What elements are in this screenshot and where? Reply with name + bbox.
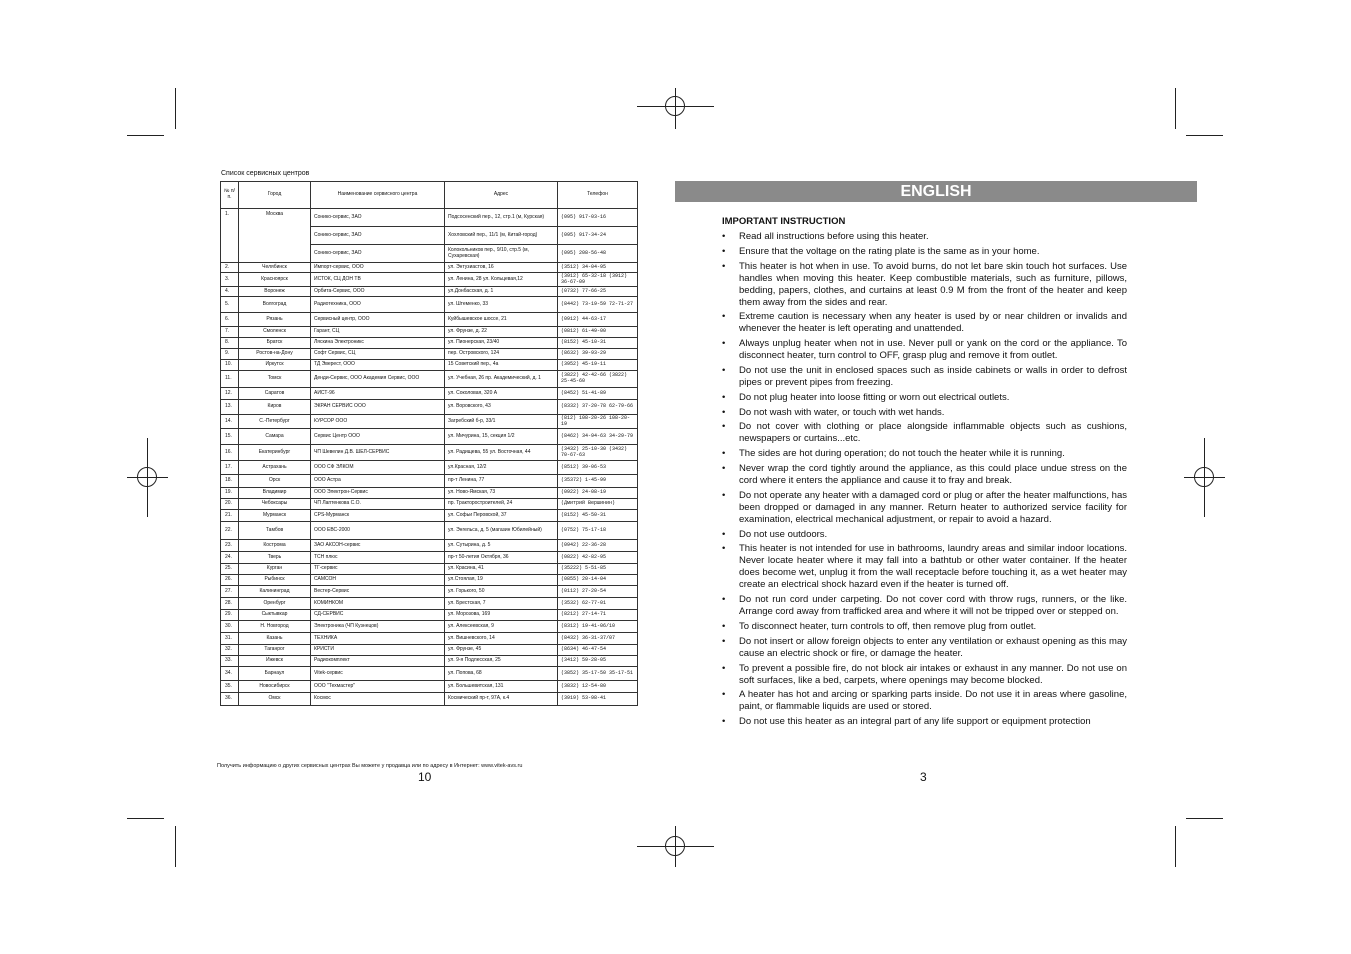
bullet-icon: • <box>722 662 726 674</box>
cell-city: Екатеринбург <box>239 445 311 461</box>
page-number-right: 3 <box>920 770 927 784</box>
cell-city: Таганрог <box>239 645 311 656</box>
cell-num: 36. <box>221 693 239 706</box>
cell-tel: (3919) 53-98-41 <box>558 693 638 706</box>
cell-tel: (8212) 27-14-71 <box>558 610 638 621</box>
bullet-icon: • <box>722 620 726 632</box>
cell-addr: пр-т Ленина, 77 <box>445 475 558 488</box>
table-row <box>221 586 638 598</box>
cell-name: Вестер-Сервис <box>311 586 445 598</box>
cell-num: 1. <box>221 209 239 263</box>
cell-city: Челябинск <box>239 263 311 273</box>
cell-addr: ул. Энтузиастов, 16 <box>445 263 558 273</box>
instruction-item <box>722 311 1127 335</box>
bullet-icon: • <box>722 260 726 272</box>
table-row <box>221 313 638 327</box>
cell-name: CPS-Мурманск <box>311 510 445 522</box>
cell-name: Радиокомплект <box>311 656 445 667</box>
table-row <box>221 610 638 621</box>
table-row <box>221 327 638 338</box>
cell-name: ЧП Лаптенкова С.О. <box>311 499 445 510</box>
cell-addr: ул. Красина, 41 <box>445 564 558 575</box>
cell-name: КОМИНКОМ <box>311 598 445 610</box>
cell-tel: (8442) 73-19-59 72-71-27 <box>558 297 638 313</box>
cell-num: 5. <box>221 297 239 313</box>
table-row <box>221 209 638 227</box>
cell-name: ООО ЕВС-2000 <box>311 522 445 540</box>
cell-addr: пр. Тракторостроителей, 24 <box>445 499 558 510</box>
cell-tel: (8462) 34-94-63 34-29-79 <box>558 429 638 445</box>
table-row <box>221 338 638 349</box>
cell-tel: (3952) 45-19-11 <box>558 360 638 371</box>
bullet-icon: • <box>722 311 726 323</box>
cell-tel: (0922) 24-08-19 <box>558 488 638 499</box>
cell-city: Калининград <box>239 586 311 598</box>
instruction-item <box>722 689 1127 713</box>
instruction-item <box>722 407 1127 419</box>
cell-addr: ул.Стоялая, 19 <box>445 575 558 586</box>
cell-tel: (3512) 34-04-95 <box>558 263 638 273</box>
bullet-icon: • <box>722 231 726 242</box>
table-body <box>221 209 638 706</box>
bullet-icon: • <box>722 448 726 460</box>
cell-num: 33. <box>221 656 239 667</box>
cell-addr: ул. Вишневского, 14 <box>445 633 558 645</box>
cell-num: 27. <box>221 586 239 598</box>
instruction-item <box>722 338 1127 362</box>
cell-name: Сонико-сервис, ЗАО <box>311 209 445 227</box>
table-row <box>221 445 638 461</box>
cell-name: Сервис Центр ООО <box>311 429 445 445</box>
instruction-text: Do not wash with water, or touch with wet hands. <box>739 406 945 418</box>
cell-city: Иркутск <box>239 360 311 371</box>
cell-name: Ляскина Электроникс <box>311 338 445 349</box>
cell-tel: (8432) 36-31-37/07 <box>558 633 638 645</box>
instruction-text: The sides are hot during operation; do not touch the heater while it is running. <box>739 448 1065 460</box>
cell-num: 30. <box>221 621 239 633</box>
table-row <box>221 681 638 693</box>
cell-addr: ул. Фрунзе, 45 <box>445 645 558 656</box>
bullet-icon: • <box>722 406 726 418</box>
cell-city: Орск <box>239 475 311 488</box>
cell-name: ООО Электрон-Сервис <box>311 488 445 499</box>
table-row <box>221 287 638 297</box>
cell-tel: (8634) 46-47-54 <box>558 645 638 656</box>
cell-name: ООО "Техмастер" <box>311 681 445 693</box>
cell-num: 29. <box>221 610 239 621</box>
instruction-text: To prevent a possible fire, do not block air intakes or exhaust in any manner. Do not use on soft surfaces, like a bed, carpets, where openings may become blocked. <box>739 662 1127 686</box>
cell-tel: (095) 917-03-16 <box>558 209 638 227</box>
bullet-icon: • <box>722 462 726 474</box>
table-header-row <box>221 182 638 209</box>
service-centers-table <box>220 181 638 706</box>
cell-addr: ул. Штеменко, 33 <box>445 297 558 313</box>
cell-city: Киров <box>239 400 311 415</box>
cell-num: 11. <box>221 371 239 388</box>
bullet-icon: • <box>722 489 726 501</box>
cell-num: 14. <box>221 415 239 429</box>
cell-addr: ул. Брестская, 7 <box>445 598 558 610</box>
cell-name: СД-СЕРВИС <box>311 610 445 621</box>
cell-addr: пр-т 50-летия Октября, 36 <box>445 552 558 564</box>
cell-tel: (0112) 27-20-54 <box>558 586 638 598</box>
cell-city: Мурманск <box>239 510 311 522</box>
cell-tel: (0822) 42-82-95 <box>558 552 638 564</box>
cell-addr: Космический пр-т, 97А, к.4 <box>445 693 558 706</box>
cell-num: 13. <box>221 400 239 415</box>
instruction-text: This heater is hot when in use. To avoid burns, do not let bare skin touch hot surfaces. Use handles when moving this heater. Keep combustible materials, such as furniture, pillows, bedding, papers, clothes, and curtains at least 0.9 M from the front of the heater and keep them away from the sides and rear. <box>739 260 1127 308</box>
cell-num: 26. <box>221 575 239 586</box>
cell-name: КРИСТИ <box>311 645 445 656</box>
cell-num: 20. <box>221 499 239 510</box>
cell-addr: ул. Попова, 68 <box>445 667 558 681</box>
cell-city: Курган <box>239 564 311 575</box>
bullet-icon: • <box>722 543 726 555</box>
cell-city: Тамбов <box>239 522 311 540</box>
cell-num: 21. <box>221 510 239 522</box>
footnote: Получить информацию о других сервисных центрах Вы можете у продавца или по адресу в Интернет: www.vitek-avs.ru <box>217 763 523 769</box>
cell-name: ООО Астра <box>311 475 445 488</box>
cell-addr: 15 Советский пер., 4а <box>445 360 558 371</box>
instruction-text: A heater has hot and arcing or sparking parts inside. Do not use it in areas where gasoline, paint, or flammable liquids are used or stored. <box>739 689 1127 713</box>
cell-tel: (8332) 37-20-78 62-79-66 <box>558 400 638 415</box>
page-number-left: 10 <box>418 770 432 784</box>
table-row <box>221 540 638 552</box>
cell-city: Омск <box>239 693 311 706</box>
instruction-text: Do not plug heater into loose fitting or worn out electrical outlets. <box>739 391 1010 403</box>
cell-num: 24. <box>221 552 239 564</box>
bullet-icon: • <box>722 245 726 257</box>
cell-city: Кострома <box>239 540 311 552</box>
table-row <box>221 388 638 400</box>
cell-addr: ул. Горького, 50 <box>445 586 558 598</box>
cell-num: 4. <box>221 287 239 297</box>
bullet-icon: • <box>722 594 726 606</box>
instruction-item <box>722 463 1127 487</box>
cell-tel: (8452) 51-41-89 <box>558 388 638 400</box>
instruction-item <box>722 663 1127 687</box>
cell-name: Радиотехника, ООО <box>311 297 445 313</box>
cell-tel: (8152) 45-10-31 <box>558 338 638 349</box>
cell-name: САМСОН <box>311 575 445 586</box>
instruction-text: This heater is not intended for use in bathrooms, laundry areas and similar indoor locations. Never locate heater where it may fall into a bathtub or other water container. If the heater does become wet, unplug it from the wall receptacle before touching it, as a wet heater may create an electrical shock hazard even if the heater is turned off. <box>739 543 1127 591</box>
table-row <box>221 598 638 610</box>
cell-num: 7. <box>221 327 239 338</box>
cell-addr: ул. Морозова, 169 <box>445 610 558 621</box>
cell-addr: Подсосенский пер., 12, стр.1 (м, Курская) <box>445 209 558 227</box>
cell-tel: (3832) 12-54-80 <box>558 681 638 693</box>
cell-addr: ул. Сутырина, д. 5 <box>445 540 558 552</box>
cell-addr: пер. Островского, 124 <box>445 349 558 360</box>
cell-name: Гарант, СЦ <box>311 327 445 338</box>
cell-num: 34. <box>221 667 239 681</box>
cell-addr: ул. Ново-Ямская, 73 <box>445 488 558 499</box>
cell-city: Саратов <box>239 388 311 400</box>
cell-addr: ул.Красная, 12/2 <box>445 461 558 475</box>
cell-num: 32. <box>221 645 239 656</box>
cell-city: Ростов-на-Дону <box>239 349 311 360</box>
bullet-icon: • <box>722 421 726 433</box>
instruction-text: To disconnect heater, turn controls to off, then remove plug from outlet. <box>739 620 1037 632</box>
cell-addr: Куйбышевское шоссе, 21 <box>445 313 558 327</box>
cell-tel: (8312) 19-41-06/10 <box>558 621 638 633</box>
table-row <box>221 499 638 510</box>
cell-tel: (0942) 22-36-28 <box>558 540 638 552</box>
cell-city: Смоленск <box>239 327 311 338</box>
bullet-icon: • <box>722 689 726 701</box>
table-row <box>221 633 638 645</box>
cell-num: 6. <box>221 313 239 327</box>
cell-tel: (3822) 42-42-66 (3822) 25-45-60 <box>558 371 638 388</box>
instruction-text: Do not use the unit in enclosed spaces such as inside cabinets or walls in order to defrost pipes or prevent pipes from freezing. <box>739 364 1127 388</box>
table-row <box>221 575 638 586</box>
instruction-item <box>722 365 1127 389</box>
cell-city: Барнаул <box>239 667 311 681</box>
cell-tel: (Дмитрий Вершинин) <box>558 499 638 510</box>
cell-addr: ул. Учебная, 26 пр. Академический, д. 1 <box>445 371 558 388</box>
instruction-item <box>722 246 1127 258</box>
bullet-icon: • <box>722 391 726 403</box>
cell-tel: (8152) 45-50-31 <box>558 510 638 522</box>
cell-tel: (0752) 75-17-18 <box>558 522 638 540</box>
cell-name: Софт Сервис, СЦ <box>311 349 445 360</box>
cell-city: Тверь <box>239 552 311 564</box>
cell-name: Vitek-сервис <box>311 667 445 681</box>
cell-city: Ижевск <box>239 656 311 667</box>
cell-addr: ул. Алексеевская, 9 <box>445 621 558 633</box>
cell-addr: ул. Воровского, 43 <box>445 400 558 415</box>
cell-name: Сонико-сервис, ЗАО <box>311 227 445 245</box>
table-row <box>221 461 638 475</box>
cell-city: Воронеж <box>239 287 311 297</box>
cell-tel: (8632) 39-93-29 <box>558 349 638 360</box>
table-row <box>221 360 638 371</box>
table-row <box>221 371 638 388</box>
col-header-city: Город <box>239 182 311 209</box>
cell-city: Волгоград <box>239 297 311 313</box>
cell-city: Казань <box>239 633 311 645</box>
cell-name: Сонико-сервис, ЗАО <box>311 245 445 263</box>
cell-tel: (3532) 62-77-01 <box>558 598 638 610</box>
cell-name: ТСН плюс <box>311 552 445 564</box>
cell-name: Денди-Сервис, ООО Академия Сервис, ООО <box>311 371 445 388</box>
cell-city: Сыктывкар <box>239 610 311 621</box>
cell-num: 35. <box>221 681 239 693</box>
table-row <box>221 564 638 575</box>
cell-num: 22. <box>221 522 239 540</box>
col-header-name: Наименование сервисного центра <box>311 182 445 209</box>
col-header-address: Адрес <box>445 182 558 209</box>
cell-addr: ул.Донбасская, д. 1 <box>445 287 558 297</box>
cell-tel: (812) 108-20-26 108-20-19 <box>558 415 638 429</box>
table-row <box>221 621 638 633</box>
cell-tel: (0912) 44-63-17 <box>558 313 638 327</box>
cell-num: 28. <box>221 598 239 610</box>
col-header-num: № п/п. <box>221 182 239 209</box>
cell-num: 19. <box>221 488 239 499</box>
table-row <box>221 400 638 415</box>
cell-addr: ул. Мичурина, 15, секция 1/2 <box>445 429 558 445</box>
table-row <box>221 645 638 656</box>
cell-addr: Хохловский пер., 11/1 (м, Китай-город) <box>445 227 558 245</box>
cell-tel: (0855) 20-14-04 <box>558 575 638 586</box>
cell-tel: (3412) 59-28-05 <box>558 656 638 667</box>
cell-city: Оренбург <box>239 598 311 610</box>
cell-num: 2. <box>221 263 239 273</box>
cell-city: Рязань <box>239 313 311 327</box>
cell-tel: (8512) 39-06-53 <box>558 461 638 475</box>
cell-num: 18. <box>221 475 239 488</box>
cell-tel: (095) 208-56-48 <box>558 245 638 263</box>
instruction-text: Read all instructions before using this heater. <box>739 231 929 242</box>
cell-tel: (3912) 65-32-18 (3912) 36-67-09 <box>558 273 638 287</box>
table-row <box>221 349 638 360</box>
instruction-item <box>722 543 1127 591</box>
cell-addr: ул. Ленина, 28 ул. Кольцевая,12 <box>445 273 558 287</box>
instruction-text: Never wrap the cord tightly around the appliance, as this could place undue stress on the cord where it enters the appliance and cause it to fray and break. <box>739 462 1127 486</box>
table-row <box>221 522 638 540</box>
cell-city: Новосибирск <box>239 681 311 693</box>
cell-num: 16. <box>221 445 239 461</box>
cell-num: 3. <box>221 273 239 287</box>
bullet-icon: • <box>722 364 726 376</box>
instruction-item <box>722 490 1127 526</box>
cell-city: Красноярск <box>239 273 311 287</box>
table-row <box>221 656 638 667</box>
bullet-icon: • <box>722 338 726 350</box>
cell-addr: ул. Фрунзе, д. 22 <box>445 327 558 338</box>
table-row <box>221 263 638 273</box>
cell-name: Сервисный центр, ООО <box>311 313 445 327</box>
cell-name: АИСТ-96 <box>311 388 445 400</box>
table-row <box>221 429 638 445</box>
bullet-icon: • <box>722 716 726 728</box>
cell-city: Томск <box>239 371 311 388</box>
cell-num: 8. <box>221 338 239 349</box>
cell-tel: (0812) 61-49-00 <box>558 327 638 338</box>
cell-city: Астрахань <box>239 461 311 475</box>
instruction-item <box>722 594 1127 618</box>
table-row <box>221 667 638 681</box>
cell-addr: Колокольников пер., 9/10, стр.5 (м, Сухаревская) <box>445 245 558 263</box>
cell-addr: Загребский б-р, 33/1 <box>445 415 558 429</box>
cell-addr: ул. Соколовая, 320 А <box>445 388 558 400</box>
table-row <box>221 510 638 522</box>
cell-addr: ул. Софьи Перовской, 37 <box>445 510 558 522</box>
cell-name: КУРСОР ООО <box>311 415 445 429</box>
cell-tel: (3432) 25-10-30 (3432) 70-67-63 <box>558 445 638 461</box>
cell-name: ТГ-сервис <box>311 564 445 575</box>
cell-num: 31. <box>221 633 239 645</box>
cell-name: ТЕХНИКА <box>311 633 445 645</box>
table-row <box>221 488 638 499</box>
cell-addr: ул. Радищева, 55 ул. Восточная, 44 <box>445 445 558 461</box>
col-header-phone: Телефон <box>558 182 638 209</box>
service-centers-title: Список сервисных центров <box>221 170 310 177</box>
cell-name: Импорт-сервис, ООО <box>311 263 445 273</box>
cell-city: Москва <box>239 209 311 263</box>
bullet-icon: • <box>722 528 726 540</box>
cell-num: 23. <box>221 540 239 552</box>
table-row <box>221 297 638 313</box>
cell-city: Братск <box>239 338 311 349</box>
cell-addr: ул. Большевитская, 131 <box>445 681 558 693</box>
instruction-item <box>722 261 1127 309</box>
cell-num: 10. <box>221 360 239 371</box>
cell-name: ЗАО АКСОН-сервис <box>311 540 445 552</box>
cell-name: ЧП Шевелин Д.В. ШЕЛ-СЕРВИС <box>311 445 445 461</box>
instruction-item <box>722 716 1127 728</box>
cell-addr: ул. Пионерская, 23/40 <box>445 338 558 349</box>
instruction-text: Do not run cord under carpeting. Do not cover cord with throw rugs, runners, or the like. Arrange cord away from trafficked area and where it will not be tripped over or stepped on. <box>739 594 1127 618</box>
instruction-text: Do not use outdoors. <box>739 528 828 540</box>
cell-num: 17. <box>221 461 239 475</box>
cell-name: ТД Эверест, ООО <box>311 360 445 371</box>
instruction-item <box>722 421 1127 445</box>
instruction-item <box>722 392 1127 404</box>
cell-city: Чебоксары <box>239 499 311 510</box>
instruction-text: Do not operate any heater with a damaged cord or plug or after the heater malfunctions, has been dropped or damaged in any manner. Return heater to authorized service facility for examination, electrical mechanical adjustment, or repair to avoid a hazard. <box>739 489 1127 525</box>
cell-name: ООО СФ ЭЛКОМ <box>311 461 445 475</box>
table-row <box>221 552 638 564</box>
cell-tel: (3852) 35-17-50 35-17-51 <box>558 667 638 681</box>
instruction-text: Extreme caution is necessary when any heater is used by or near children or invalids and whenever the heater is left operating and unattended. <box>739 311 1127 335</box>
instruction-item <box>722 529 1127 541</box>
cell-name: ИСТОК, СЦ ДОН ТВ <box>311 273 445 287</box>
instruction-item <box>722 636 1127 660</box>
cell-num: 25. <box>221 564 239 575</box>
cell-name: ЭКРАН СЕРВИС ООО <box>311 400 445 415</box>
instruction-heading: IMPORTANT INSTRUCTION <box>722 216 846 227</box>
instruction-text: Always unplug heater when not in use. Never pull or yank on the cord or the appliance. To disconnect heater, turn control to OFF, grasp plug and remove it from outlet. <box>739 338 1127 362</box>
instruction-list <box>722 231 1127 731</box>
instruction-item <box>722 448 1127 460</box>
table-row <box>221 273 638 287</box>
instruction-item <box>722 231 1127 243</box>
cell-city: С.-Петербург <box>239 415 311 429</box>
cell-num: 15. <box>221 429 239 445</box>
cell-name: Космос <box>311 693 445 706</box>
table-row <box>221 693 638 706</box>
cell-num: 9. <box>221 349 239 360</box>
instruction-text: Do not cover with clothing or place alongside inflammable objects such as cushions, newspapers or curtains...etc. <box>739 421 1127 445</box>
cell-tel: (35372) 1-45-99 <box>558 475 638 488</box>
cell-addr: ул. 9-я Подлесская, 25 <box>445 656 558 667</box>
instruction-text: Ensure that the voltage on the rating plate is the same as in your home. <box>739 245 1040 257</box>
cell-name: Электроника (ЧП Кузнецов) <box>311 621 445 633</box>
instruction-text: Do not use this heater as an integral part of any life support or equipment protection <box>739 716 1091 728</box>
section-title-bar: ENGLISH <box>675 181 1197 202</box>
cell-name: Орбита-Сервис, ООО <box>311 287 445 297</box>
cell-city: Рыбинск <box>239 575 311 586</box>
instruction-item <box>722 621 1127 633</box>
cell-num: 12. <box>221 388 239 400</box>
cell-city: Н. Новгород <box>239 621 311 633</box>
instruction-text: Do not insert or allow foreign objects to enter any ventilation or exhaust opening as this may cause an electric shock or fire, or damage the heater. <box>739 635 1127 659</box>
bullet-icon: • <box>722 635 726 647</box>
cell-city: Самара <box>239 429 311 445</box>
cell-city: Владимир <box>239 488 311 499</box>
cell-addr: ул. Энгельса, д. 5 (магазин Юбилейный) <box>445 522 558 540</box>
table-row <box>221 415 638 429</box>
cell-tel: (0732) 77-66-25 <box>558 287 638 297</box>
cell-tel: (35222) 5-51-85 <box>558 564 638 575</box>
table-row <box>221 475 638 488</box>
cell-tel: (095) 917-34-24 <box>558 227 638 245</box>
